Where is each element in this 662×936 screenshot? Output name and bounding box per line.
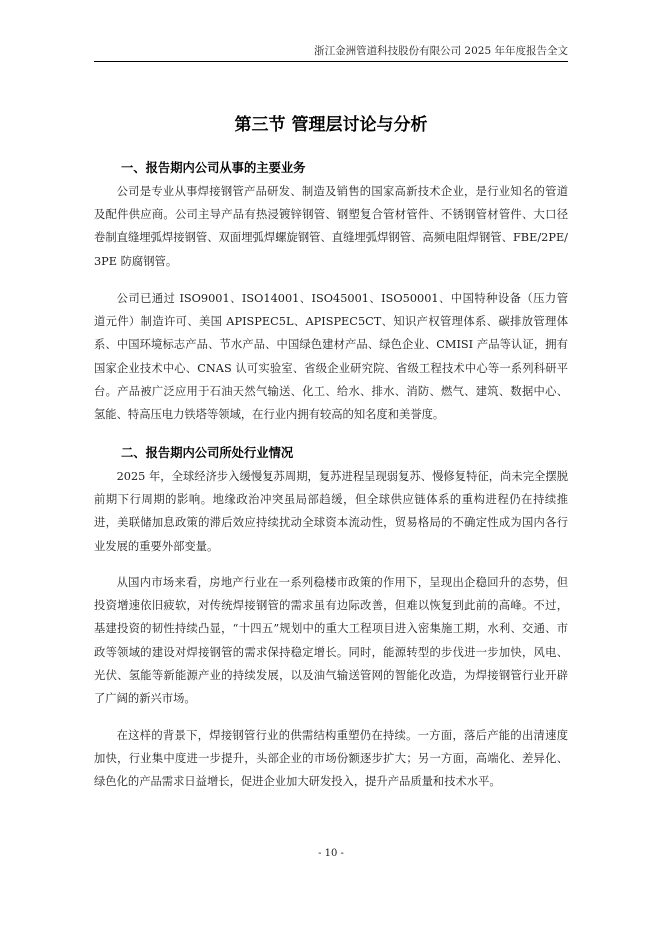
paragraph-industry-domestic-market: 从国内市场来看，房地产行业在一系列稳楼市政策的作用下，呈现出企稳回升的态势，但投资增速依旧疲软，对传统焊接钢管的需求虽有边际改善，但难以恢复到此前的高峰。不过，基建投资的韧性持续凸显，“十四五”规划中的重大工程项目进入密集施工期，水利、交通、市政等领域的建设对焊接钢管的需求保持稳定增长。同时，能源转型的步伐进一步加快，风电、光伏、氢能等新能源产业的持续发展，以及油气输送管网的智能化改造，为焊接钢管行业开辟了广阔的新兴市场。 [94,576,568,706]
page-number: - 10 - [318,848,344,859]
header-title: 浙江金洲管道科技股份有限公司 2025 年年度报告全文 [314,45,568,57]
paragraph-industry-global-economy: 2025 年，全球经济步入缓慢复苏周期，复苏进程呈现弱复苏、慢修复特征，尚未完全摆脱前期下行周期的影响。地缘政治冲突虽局部趋缓，但全球供应链体系的重构进程仍在持续推进，美联储加息政策的滞后效应持续扰动全球资本流动性，贸易格局的不确定性成为国内各行业发展的重要外部变量。 [94,470,568,553]
paragraph-industry-supply-demand: 在这样的背景下，焊接钢管行业的供需结构重塑仍在持续。一方面，落后产能的出清速度加快，行业集中度进一步提升，头部企业的市场份额逐步扩大；另一方面，高端化、差异化、绿色化的产品需求日益增长，促进企业加大研发投入，提升产品质量和技术水平。 [94,729,568,789]
section-title: 第三节 管理层讨论与分析 [234,115,428,135]
heading-industry-situation: 二、报告期内公司所处行业情况 [121,446,294,460]
paragraph-main-business-products: 公司是专业从事焊接钢管产品研发、制造及销售的国家高新技术企业，是行业知名的管道及配件供应商。公司主导产品有热浸镀锌钢管、钢塑复合管材管件、不锈钢管材管件、大口径卷制直缝埋弧焊接钢管、双面埋弧焊螺旋钢管、直缝埋弧焊钢管、高频电阻焊钢管、FBE/2PE/3PE 防腐钢管。 [94,185,568,268]
paragraph-main-business-certifications: 公司已通过 ISO9001、ISO14001、ISO45001、ISO50001、中国特种设备（压力管道元件）制造许可、美国 APISPEC5L、APISPEC5CT、知识产权管理体系、碳排放管理体系、中国环境标志产品、节水产品、中国绿色建材产品、绿色企业、CMISI 产品等认证，拥有国家企业技术中心、CNAS 认可实验室、省级企业研究院、省级工程技术中心等一系列科研平台。产品被广泛应用于石油天然气输送、化工、给水、排水、消防、燃气、建筑、数据中心、氢能、特高压电力铁塔等领域，在行业内拥有较高的知名度和美誉度。 [94,292,568,422]
page-header [94,43,568,62]
heading-main-business: 一、报告期内公司从事的主要业务 [121,161,306,175]
